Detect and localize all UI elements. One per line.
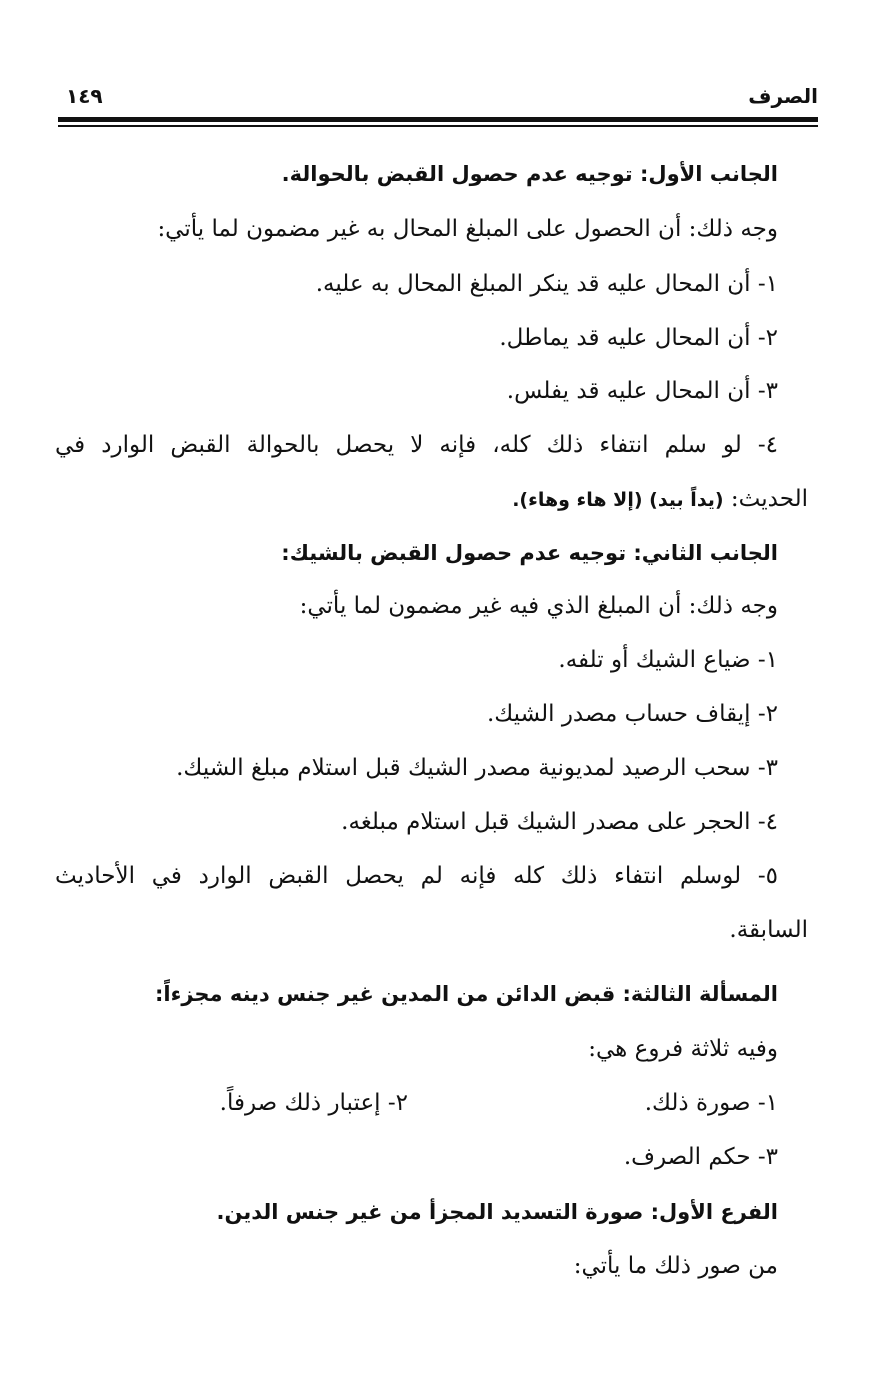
list-item-cheque-5-line1: ٥- لوسلم انتفاء ذلك كله فإنه لم يحصل القبض الوارد في الأحاديث — [55, 863, 778, 889]
paragraph-branches-intro: وفيه ثلاثة فروع هي: — [588, 1036, 778, 1062]
branch-item-1: ١- صورة ذلك. — [644, 1090, 778, 1116]
hadith-label: الحديث: — [723, 486, 808, 512]
list-item-transfer-4-line2 — [512, 483, 808, 516]
list-item-cheque-1: ١- ضياع الشيك أو تلفه. — [558, 647, 778, 673]
header-rule-thin — [58, 125, 818, 127]
list-item-transfer-2: ٢- أن المحال عليه قد يماطل. — [499, 325, 778, 351]
list-item-transfer-4-line1: ٤- لو سلم انتفاء ذلك كله، فإنه لا يحصل بالحوالة القبض الوارد في — [55, 432, 778, 458]
section-heading-cheque: الجانب الثاني: توجيه عدم حصول القبض بالشيك: — [281, 541, 778, 565]
paragraph-transfer-intro: وجه ذلك: أن الحصول على المبلغ المحال به غير مضمون لما يأتي: — [157, 216, 778, 242]
list-item-cheque-2: ٢- إيقاف حساب مصدر الشيك. — [486, 701, 778, 727]
section-heading-transfer: الجانب الأول: توجيه عدم حصول القبض بالحوالة. — [281, 162, 778, 186]
page-header — [58, 84, 818, 114]
page-number: ١٤٩ — [66, 84, 103, 108]
paragraph-examples-intro: من صور ذلك ما يأتي: — [573, 1253, 778, 1279]
hadith-quote: (يداً بيد) (إلا هاء وهاء). — [512, 489, 724, 511]
branch-item-2: ٢- إعتبار ذلك صرفاً. — [219, 1090, 408, 1116]
section-heading-issue-three: المسألة الثالثة: قبض الدائن من المدين غير جنس دينه مجزءاً: — [155, 982, 778, 1006]
section-heading-branch-one: الفرع الأول: صورة التسديد المجزأ من غير جنس الدين. — [216, 1200, 778, 1224]
header-rule-thick — [58, 117, 818, 122]
paragraph-cheque-intro: وجه ذلك: أن المبلغ الذي فيه غير مضمون لما يأتي: — [299, 593, 778, 619]
list-item-cheque-3: ٣- سحب الرصيد لمديونية مصدر الشيك قبل استلام مبلغ الشيك. — [176, 755, 778, 781]
running-title: الصرف — [748, 84, 818, 108]
list-item-transfer-1: ١- أن المحال عليه قد ينكر المبلغ المحال به عليه. — [315, 271, 778, 297]
list-item-cheque-4: ٤- الحجر على مصدر الشيك قبل استلام مبلغه. — [341, 809, 778, 835]
list-item-transfer-3: ٣- أن المحال عليه قد يفلس. — [506, 378, 778, 404]
branch-item-3: ٣- حكم الصرف. — [623, 1144, 778, 1170]
list-item-cheque-5-line2: السابقة. — [729, 917, 808, 943]
